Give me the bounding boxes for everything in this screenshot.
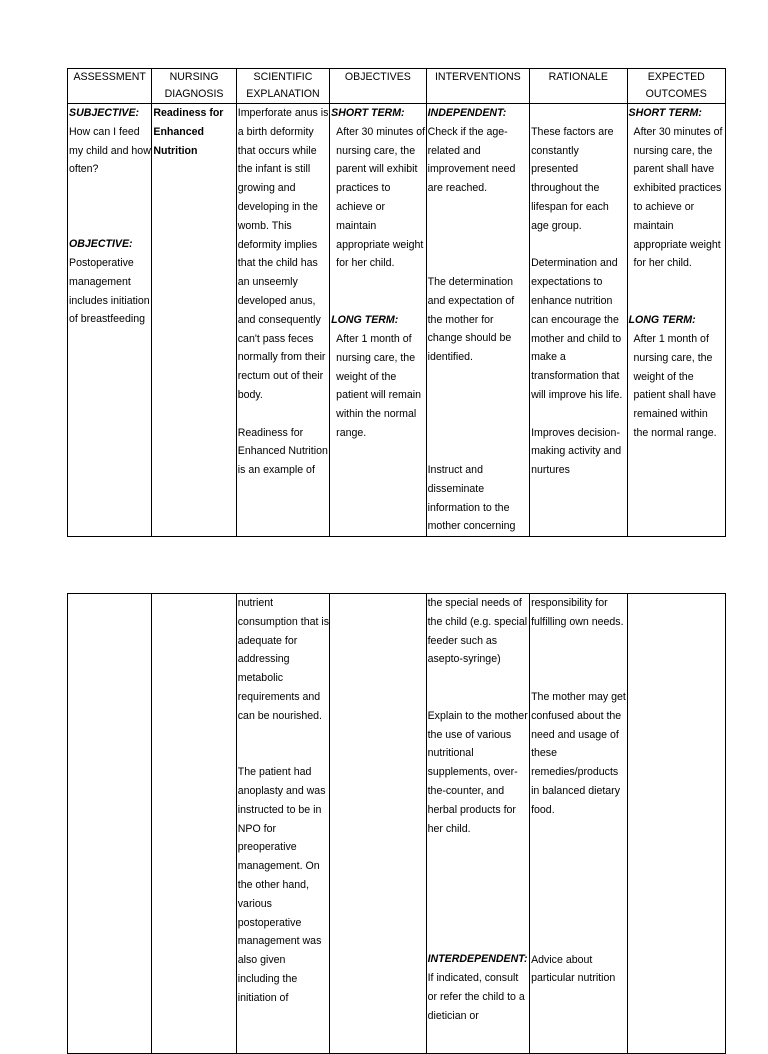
objectives-long-text: After 1 month of nursing care, the weight of the patient will remain within the normal range. xyxy=(336,332,421,439)
rationale-cont-item-2: The mother may get confused about the need and usage of these remedies/products in balanced dietary food. xyxy=(531,690,626,816)
header-expected-outcomes: EXPECTED OUTCOMES xyxy=(627,69,725,104)
header-nursing-diagnosis: NURSING DIAGNOSIS xyxy=(152,69,236,104)
objectives-short-text: After 30 minutes of nursing care, the parent will exhibit practices to achieve or maintain appropriate weight for her child. xyxy=(336,125,426,270)
outcomes-short-text: After 30 minutes of nursing care, the parent shall have exhibited practices to achieve or maintain appropriate weight for her child. xyxy=(633,125,723,270)
interventions-cell-continued xyxy=(426,594,529,1054)
continued-row xyxy=(68,594,726,1054)
explanation-cont-text-2: The patient had anoplasty and was instructed to be in NPO for preoperative management. On the other hand, various postoperative management was also given including the initiation of xyxy=(237,766,326,1004)
diagnosis-cell xyxy=(152,104,236,537)
diagnosis-text: Readiness for Enhanced Nutrition xyxy=(153,107,224,157)
assessment-cell-continued xyxy=(68,594,152,1054)
outcomes-long-text: After 1 month of nursing care, the weight of the patient shall have remained within the normal range. xyxy=(633,332,717,439)
intervention-cont-item-3: If indicated, consult or refer the child to a dietician or xyxy=(427,972,525,1022)
explanation-cell xyxy=(236,104,329,537)
intervention-item-3: Instruct and disseminate information to the mother concerning xyxy=(427,463,516,533)
content-row xyxy=(68,104,726,537)
subjective-label: SUBJECTIVE: xyxy=(69,107,140,119)
outcomes-long-label: LONG TERM: xyxy=(628,314,696,327)
outcomes-short-label: SHORT TERM: xyxy=(628,107,702,119)
rationale-cont-item-1: responsibility for fulfilling own needs. xyxy=(531,597,624,628)
assessment-cell xyxy=(68,104,152,537)
rationale-cont-item-3: Advice about particular nutrition xyxy=(531,953,616,985)
outcomes-cell xyxy=(627,104,725,537)
intervention-item-1: Check if the age-related and improvement need are reached. xyxy=(427,125,516,195)
explanation-text-1: Imperforate anus is a birth deformity that occurs while the infant is still growing and developing in the womb. This deformity implies that the child has an unseemly developed anus, and consequently can't pass feces normally from their rectum out of their body. xyxy=(237,107,329,401)
objectives-cell-continued xyxy=(330,594,426,1054)
care-plan-table-top xyxy=(67,68,726,537)
objectives-long-label: LONG TERM: xyxy=(331,314,399,327)
header-row xyxy=(68,69,726,104)
objectives-cell xyxy=(330,104,426,537)
rationale-item-1: These factors are constantly presented throughout the lifespan for each age group. xyxy=(531,125,614,232)
interventions-independent-label: INDEPENDENT: xyxy=(427,107,507,119)
interventions-cell xyxy=(426,104,529,537)
care-plan-table-continued xyxy=(67,593,726,1054)
intervention-cont-item-1: the special needs of the child (e.g. special feeder such as asepto-syringe) xyxy=(427,597,528,666)
explanation-cont-text-1: nutrient consumption that is adequate for addressing metabolic requirements and can be nourished. xyxy=(237,597,330,722)
objectives-short-label: SHORT TERM: xyxy=(331,107,405,119)
header-rationale: RATIONALE xyxy=(530,69,627,104)
header-scientific-explanation: SCIENTIFIC EXPLANATION xyxy=(236,69,329,104)
rationale-item-2: Determination and expectations to enhance nutrition can encourage the mother and child to make a transformation that will improve his life. xyxy=(531,257,623,401)
diagnosis-cell-continued xyxy=(152,594,236,1054)
intervention-item-2: The determination and expectation of the mother for change should be identified. xyxy=(427,275,515,364)
outcomes-cell-continued xyxy=(627,594,725,1054)
subjective-text: How can I feed my child and how often? xyxy=(69,125,151,176)
header-objectives: OBJECTIVES xyxy=(330,69,426,104)
objective-text: Postoperative management includes initiation of breastfeeding xyxy=(69,256,150,326)
rationale-item-3: Improves decision-making activity and nurtures xyxy=(531,426,622,477)
explanation-cell-continued xyxy=(236,594,329,1054)
explanation-text-2: Readiness for Enhanced Nutrition is an example of xyxy=(237,426,328,477)
intervention-cont-item-2: Explain to the mother the use of various nutritional supplements, over-the-counter, and herbal products for her child. xyxy=(427,709,528,835)
interventions-interdependent-label: INTERDEPENDENT: xyxy=(427,953,528,966)
rationale-cell xyxy=(530,104,627,537)
objective-label: OBJECTIVE: xyxy=(69,238,133,251)
rationale-cell-continued xyxy=(530,594,627,1054)
header-assessment: ASSESSMENT xyxy=(68,69,152,104)
header-interventions: INTERVENTIONS xyxy=(426,69,529,104)
